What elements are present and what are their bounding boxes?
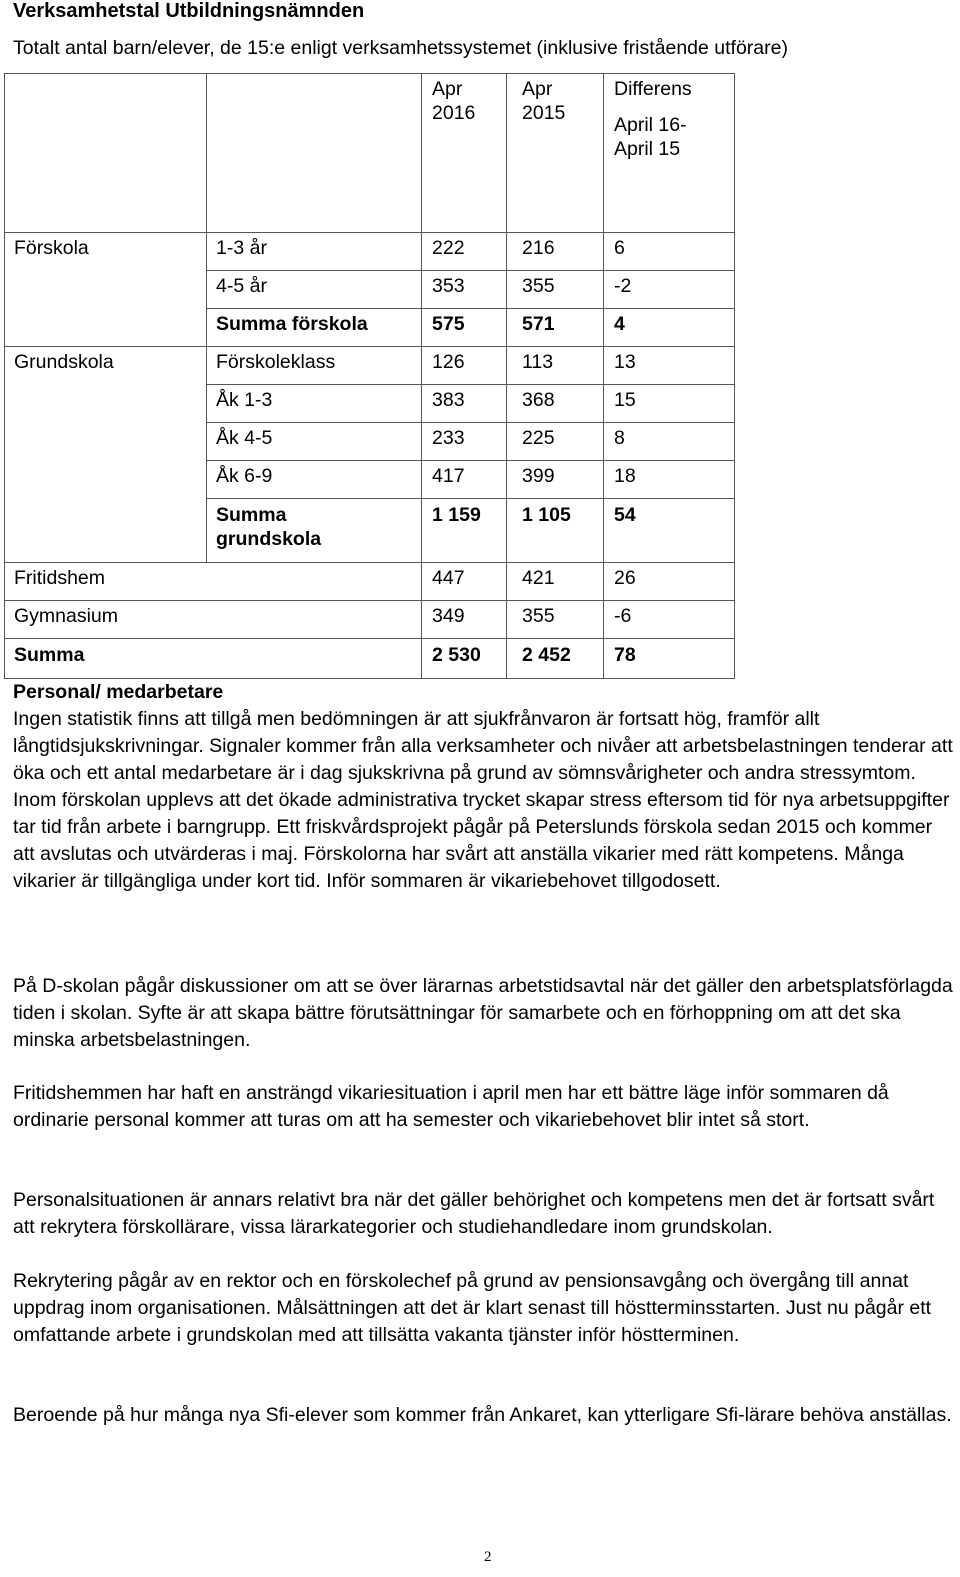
table-row bbox=[5, 385, 735, 423]
category-cell bbox=[5, 271, 207, 309]
category-cell: Gymnasium bbox=[5, 601, 422, 639]
diff-cell: 54 bbox=[604, 499, 735, 563]
subcategory-cell: Summa förskola bbox=[207, 309, 422, 347]
diff-cell: 26 bbox=[604, 563, 735, 601]
apr2016-cell: 126 bbox=[422, 347, 507, 385]
header-differens: Differens April 16- April 15 bbox=[604, 74, 735, 162]
apr2016-cell: 353 bbox=[422, 271, 507, 309]
apr2015-cell: 2 452 bbox=[507, 639, 604, 679]
category-cell: Förskola bbox=[5, 233, 207, 271]
subcategory-cell: Åk 4-5 bbox=[207, 423, 422, 461]
diff-cell: -2 bbox=[604, 271, 735, 309]
table-row bbox=[5, 233, 735, 271]
table-header-spacer bbox=[5, 161, 735, 233]
table-caption: Totalt antal barn/elever, de 15:e enligt verksamhetssystemet (inklusive fristående utförare) bbox=[13, 37, 788, 59]
apr2015-cell: 355 bbox=[507, 271, 604, 309]
paragraph: Rekrytering pågår av en rektor och en förskolechef på grund av pensionsavgång och övergång till annat uppdrag inom organisationen. Målsättningen att det är klart senast till höstterminsstarten. Just nu pågår ett omfattande arbete i grundskolan med att tillsätta vakanta tjänster inför höstterminen. bbox=[13, 1270, 932, 1346]
table-row bbox=[5, 461, 735, 499]
apr2015-cell: 368 bbox=[507, 385, 604, 423]
paragraph: Beroende på hur många nya Sfi-elever som kommer från Ankaret, kan ytterligare Sfi-lärare behöva anställas. bbox=[13, 1404, 952, 1426]
category-cell bbox=[5, 385, 207, 423]
subcategory-cell: Förskoleklass bbox=[207, 347, 422, 385]
category-cell: Grundskola bbox=[5, 347, 207, 385]
apr2016-cell: 233 bbox=[422, 423, 507, 461]
apr2016-cell: 1 159 bbox=[422, 499, 507, 563]
apr2016-cell: 2 530 bbox=[422, 639, 507, 679]
table-header-row bbox=[5, 74, 735, 162]
subcategory-cell: 4-5 år bbox=[207, 271, 422, 309]
apr2015-cell: 1 105 bbox=[507, 499, 604, 563]
section-heading-personal: Personal/ medarbetare bbox=[13, 681, 224, 703]
apr2015-cell: 113 bbox=[507, 347, 604, 385]
header-apr-2015: Apr 2015 bbox=[507, 74, 604, 162]
apr2015-cell: 225 bbox=[507, 423, 604, 461]
apr2015-cell: 421 bbox=[507, 563, 604, 601]
subcategory-cell: Summa grundskola bbox=[207, 499, 422, 563]
page-number: 2 bbox=[484, 1549, 492, 1565]
diff-cell: 15 bbox=[604, 385, 735, 423]
apr2015-cell: 355 bbox=[507, 601, 604, 639]
diff-cell: 18 bbox=[604, 461, 735, 499]
subcategory-cell: Åk 1-3 bbox=[207, 385, 422, 423]
apr2016-cell: 575 bbox=[422, 309, 507, 347]
table-row bbox=[5, 271, 735, 309]
category-cell: Summa bbox=[5, 639, 422, 679]
apr2016-cell: 417 bbox=[422, 461, 507, 499]
apr2016-cell: 383 bbox=[422, 385, 507, 423]
diff-cell: -6 bbox=[604, 601, 735, 639]
subcategory-cell: 1-3 år bbox=[207, 233, 422, 271]
header-cell-sub bbox=[207, 74, 422, 162]
table-row-subtotal bbox=[5, 309, 735, 347]
category-cell bbox=[5, 309, 207, 347]
diff-cell: 8 bbox=[604, 423, 735, 461]
table-row-total bbox=[5, 639, 735, 679]
header-cell-category bbox=[5, 74, 207, 162]
paragraph: Fritidshemmen har haft en ansträngd vikariesituation i april men har ett bättre läge inför sommaren då ordinarie personal kommer att turas om att ha semester och vikariebehovet blir intet så stort. bbox=[13, 1082, 889, 1131]
table-row-subtotal bbox=[5, 499, 735, 563]
header-apr-2016: Apr 2016 bbox=[422, 74, 507, 162]
apr2016-cell: 447 bbox=[422, 563, 507, 601]
table-row bbox=[5, 347, 735, 385]
apr2015-cell: 399 bbox=[507, 461, 604, 499]
paragraph: På D-skolan pågår diskussioner om att se över lärarnas arbetstidsavtal när det gäller den arbetsplatsförlagda tiden i skolan. Syfte är att skapa bättre förutsättningar för samarbete och en förhoppning om att det ska minska arbetsbelastningen. bbox=[13, 975, 953, 1051]
table-row bbox=[5, 563, 735, 601]
category-cell: Fritidshem bbox=[5, 563, 422, 601]
paragraph: Ingen statistik finns att tillgå men bedömningen är att sjukfrånvaron är fortsatt hög, framför allt långtidsjukskrivningar. Signaler kommer från alla verksamheter och nivåer att arbetsbelastningen tenderar att öka och ett antal medarbetare är i dag sjukskrivna på grund av sömnsvårigheter och andra stressymtom. Inom förskolan upplevs att det ökade administrativa trycket skapar stress eftersom tid för nya arbetsuppgifter tar tid från arbete i barngrupp. Ett friskvårdsprojekt pågår på Peterslunds förskola sedan 2015 och kommer att avslutas och utvärderas i maj. Förskolorna har svårt att anställa vikarier med rätt kompetens. Många vikarier är tillgängliga under kort tid. Inför sommaren är vikariebehovet tillgodosett. bbox=[13, 708, 953, 892]
diff-cell: 6 bbox=[604, 233, 735, 271]
subcategory-cell: Åk 6-9 bbox=[207, 461, 422, 499]
apr2016-cell: 349 bbox=[422, 601, 507, 639]
diff-cell: 78 bbox=[604, 639, 735, 679]
apr2015-cell: 216 bbox=[507, 233, 604, 271]
paragraph: Personalsituationen är annars relativt bra när det gäller behörighet och kompetens men det är fortsatt svårt att rekrytera förskollärare, vissa lärarkategorier och studiehandledare inom grundskolan. bbox=[13, 1189, 935, 1238]
diff-cell: 13 bbox=[604, 347, 735, 385]
category-cell bbox=[5, 499, 207, 563]
category-cell bbox=[5, 461, 207, 499]
apr2015-cell: 571 bbox=[507, 309, 604, 347]
table-row bbox=[5, 423, 735, 461]
category-cell bbox=[5, 423, 207, 461]
apr2016-cell: 222 bbox=[422, 233, 507, 271]
diff-cell: 4 bbox=[604, 309, 735, 347]
table-row bbox=[5, 601, 735, 639]
page-title: Verksamhetstal Utbildningsnämnden bbox=[13, 0, 365, 22]
statistics-table bbox=[4, 73, 735, 679]
